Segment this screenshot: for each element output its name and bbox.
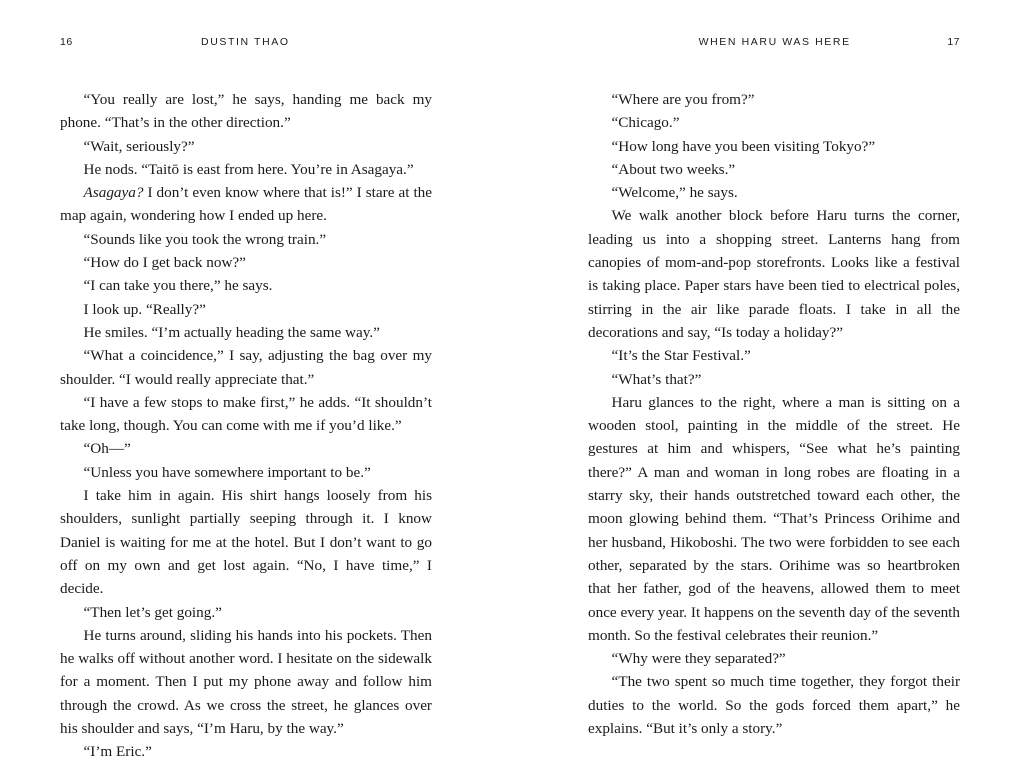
paragraph: I look up. “Really?” [83,300,206,318]
paragraph: I take him in again. His shirt hangs loosely from his shoulders, sunlight partially seeping through it. I know Daniel is waiting for me at the hotel. But I don’t want to go off on my own and get lost again. “No, I have time,” I decide. [60,487,432,598]
running-head-right [588,36,960,64]
paragraph: “I have a few stops to make first,” he adds. “It shouldn’t take long, though. You can come with me if you’d like.” [60,393,432,435]
paragraph: “Then let’s get going.” [83,603,222,621]
paragraph: “Wait, seriously?” [83,137,195,155]
paragraph: We walk another block before Haru turns the corner, leading us into a shopping street. Lanterns hang from canopies of mom-and-pop storefronts. Looks like a festival is taking place. Paper stars have been tied to electrical poles, stirring in the air like parade floats. I take in all the decorations and say, “Is today a holiday?” [588,207,960,341]
paragraph: “I can take you there,” he says. [83,277,273,295]
paragraph: “It’s the Star Festival.” [611,347,751,365]
paragraph: “Welcome,” he says. [611,184,738,202]
paragraph: “I’m Eric.” [83,743,152,761]
paragraph: “Sounds like you took the wrong train.” [83,230,327,248]
paragraph: “Oh—” [83,440,131,458]
paragraph: “You really are lost,” he says, handing me back my phone. “That’s in the other direction.” [60,91,432,132]
running-head-left [60,36,432,64]
folio-right: 17 [947,36,960,48]
paragraph: “How do I get back now?” [83,254,246,272]
paragraph: “What’s that?” [611,370,702,388]
body-text-right [588,88,960,740]
folio-left: 16 [60,36,73,48]
paragraph: “What a coincidence,” I say, adjusting the bag over my shoulder. “I would really appreciate that.” [60,347,432,388]
paragraph: “The two spent so much time together, they forgot their duties to the world. So the gods forced them apart,” he explains. “But it’s only a story.” [588,673,960,738]
paragraph-with-italic [60,181,432,228]
body-text-left [60,88,432,764]
paragraph: “Unless you have somewhere important to be.” [83,463,371,481]
paragraph: “Where are you from?” [611,91,755,108]
paragraph: Haru glances to the right, where a man is sitting on a wooden stool, painting in the middle of the street. He gestures at him and whispers, “See what he’s painting there?” A man and woman in long robes are floating in a starry sky, their hands outstretched toward each other, the moon glowing behind them. “That’s Princess Orihime and her husband, Hikoboshi. The two were forbidden to see each other, separated by the stars. Orihime was so heartbroken that her father, god of the heavens, allowed them to meet once every year. It happens on the seventh day of the seventh month. So the festival celebrates their reunion.” [588,393,960,644]
running-head-title-left: DUSTIN THAO [201,36,290,48]
paragraph: He nods. “Taitō is east from here. You’re in Asagaya.” [83,160,414,178]
paragraph: “Why were they separated?” [611,650,786,668]
italic-term: Asagaya? [83,184,144,202]
paragraph: “Chicago.” [611,114,680,132]
paragraph: “About two weeks.” [611,160,736,178]
paragraph: “How long have you been visiting Tokyo?” [611,137,876,155]
running-head-title-right: WHEN HARU WAS HERE [698,36,851,48]
paragraph: He turns around, sliding his hands into his pockets. Then he walks off without another word. I hesitate on the sidewalk for a moment. Then I put my phone away and follow him through the crowd. As we cross the street, he glances over his shoulder and says, “I’m Haru, by the way.” [60,626,432,738]
paragraph-remainder: I don’t even know where that is!” I stare at the map again, wondering how I ended up here. [60,184,432,225]
paragraph: He smiles. “I’m actually heading the same way.” [83,323,380,341]
page-right [510,0,1020,773]
